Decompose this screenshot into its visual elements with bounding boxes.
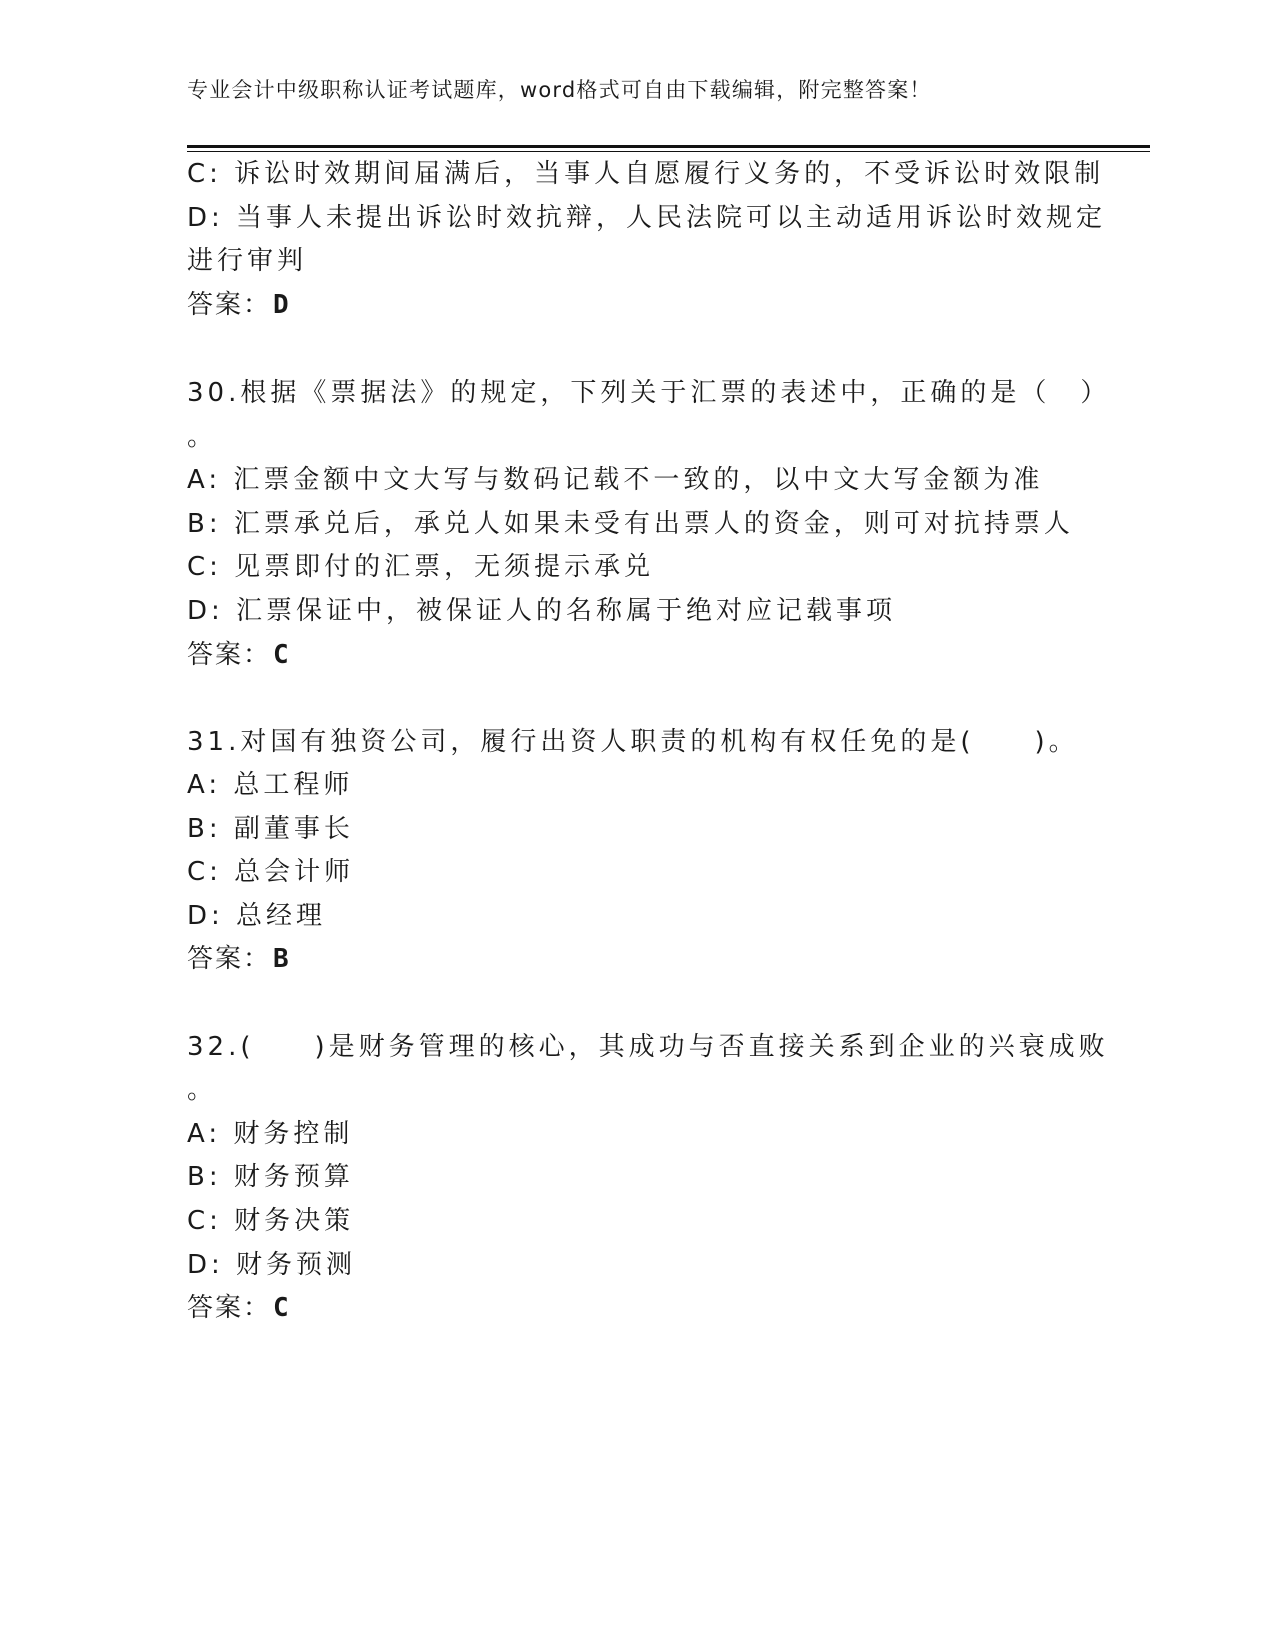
answer-value: D — [273, 290, 290, 320]
answer-label: 答案： — [187, 290, 272, 320]
q29-option-c: C: 诉讼时效期间届满后，当事人自愿履行义务的，不受诉讼时效限制 — [187, 159, 1105, 189]
q29-option-d-line2: 进行审判 — [187, 246, 308, 276]
q32-option-c: C: 财务决策 — [187, 1206, 355, 1236]
q30-option-a: A: 汇票金额中文大写与数码记载不一致的，以中文大写金额为准 — [187, 465, 1044, 495]
q32-stem-line1: 32.( )是财务管理的核心，其成功与否直接关系到企业的兴衰成败 — [187, 1032, 1109, 1062]
q30-option-c: C: 见票即付的汇票，无须提示承兑 — [187, 552, 655, 582]
q29-option-d-line1: D: 当事人未提出诉讼时效抗辩，人民法院可以主动适用诉讼时效规定 — [187, 203, 1107, 233]
q32-answer — [187, 1293, 290, 1323]
answer-value: B — [273, 944, 290, 974]
q30-option-d: D: 汇票保证中，被保证人的名称属于绝对应记载事项 — [187, 596, 897, 626]
q32-option-a: A: 财务控制 — [187, 1119, 354, 1149]
q30-stem-line1: 30.根据《票据法》的规定，下列关于汇票的表述中，正确的是（ ） — [187, 378, 1111, 408]
q32-option-d: D: 财务预测 — [187, 1250, 357, 1280]
answer-label: 答案： — [187, 944, 272, 974]
answer-label: 答案： — [187, 640, 272, 670]
q30-option-b: B: 汇票承兑后，承兑人如果未受有出票人的资金，则可对抗持票人 — [187, 509, 1074, 539]
q31-option-d: D: 总经理 — [187, 901, 327, 931]
header-rule-thick — [187, 145, 1150, 148]
q30-answer — [187, 640, 290, 670]
q32-option-b: B: 财务预算 — [187, 1162, 354, 1192]
q32-stem-line2: 。 — [187, 1075, 218, 1105]
q31-option-c: C: 总会计师 — [187, 857, 355, 887]
q30-stem-line2: 。 — [187, 422, 218, 452]
answer-value: C — [273, 640, 290, 670]
q31-answer — [187, 944, 290, 974]
header-rule-thin — [187, 151, 1150, 152]
page-header: 专业会计中级职称认证考试题库，word格式可自由下载编辑，附完整答案！ — [187, 78, 932, 102]
answer-label: 答案： — [187, 1293, 272, 1323]
q29-answer — [187, 290, 290, 320]
answer-value: C — [273, 1293, 290, 1323]
q31-option-a: A: 总工程师 — [187, 770, 354, 800]
q31-option-b: B: 副董事长 — [187, 814, 354, 844]
q31-stem: 31.对国有独资公司，履行出资人职责的机构有权任免的是( )。 — [187, 727, 1079, 757]
